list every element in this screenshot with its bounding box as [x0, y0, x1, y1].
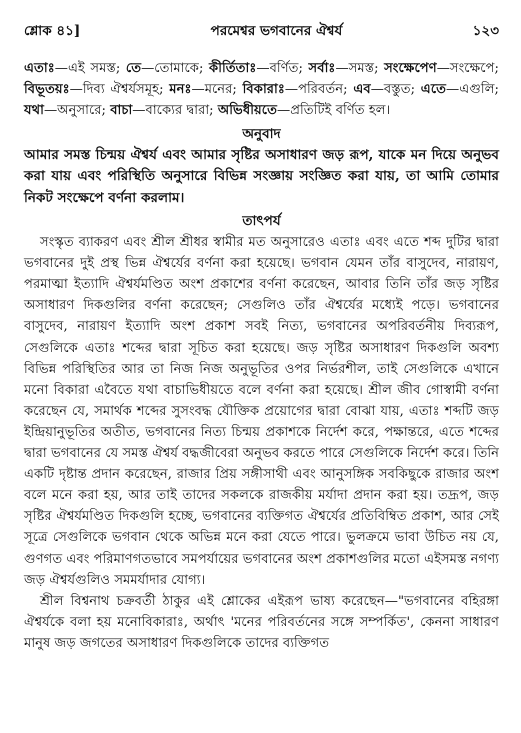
glossary-word: কীর্তিতাঃ [208, 61, 257, 76]
purport-paragraph: শ্রীল বিশ্বনাথ চক্রবর্তী ঠাকুর এই শ্লোকের এইরূপ ভাষ্য করেছেন—"ভগবানের বহিরঙ্গা ঐশ্বর্যকে বলা হয় মনোবিকারাঃ, অর্থাৎ 'মনের পরিবর্তনের সঙ্গে সম্পর্কিত', কেননা সাধারণ মানুষ জড় জগতের অসাধারণ দিকগুলিকে তাদের ব্যক্তিগত [24, 593, 499, 651]
page-number: ১২৩ [472, 23, 499, 39]
verse-reference: শ্লোক ৪১] [24, 23, 81, 39]
glossary-word: এতাঃ [24, 61, 55, 76]
glossary-word: বিকারাঃ [242, 82, 285, 98]
chapter-title: পরমেশ্বর ভগবানের ঐশ্বর্য [210, 23, 343, 39]
glossary-word: সর্বাঃ [308, 61, 336, 76]
glossary-word: যথা [24, 103, 44, 119]
glossary-meaning: দিব্য ঐশ্বর্যসমূহ; [82, 82, 164, 98]
glossary-meaning: বাক্যের দ্বারা; [145, 103, 214, 119]
glossary-word: মনঃ [169, 82, 192, 98]
glossary-meaning: এই সমস্ত; [67, 61, 121, 76]
glossary-word: তে [125, 61, 142, 76]
glossary-meaning: সমস্ত; [348, 61, 379, 76]
purport-paragraph: সংস্কৃত ব্যাকরণ এবং শ্রীল শ্রীধর স্বামীর মত অনুসারেও এতাঃ এবং এতে শব্দ দুটির দ্বারা ভগবানের দুই প্রস্থ ভিন্ন ঐশ্বর্যের বর্ণনা করা হয়েছে। ভগবান যেমন তাঁর বাসুদেব, নারায়ণ, পরমাত্মা ইত্যাদি ঐশ্বর্যমণ্ডিত অংশ প্রকাশের বর্ণনা করেছেন, আবার তিনি তাঁর জড় সৃষ্টির অসাধারণ দিকগুলির বর্ণনা করেছেন; সেগুলিও তাঁর ঐশ্বর্যের মধ্যেই পড়ে। ভগবানের বাসুদেব, নারায়ণ ইত্যাদি অংশ প্রকাশ সবই নিত্য, ভগবানের অপরিবর্তনীয় দিব্যরূপ, সেগুলিকে এতাঃ শব্দের দ্বারা সূচিত করা হয়েছে। জড় সৃষ্টির অসাধারণ দিকগুলি অবশ্য বিভিন্ন পরিস্থিতির আর তা নিজ নিজ অনুভূতির ওপর নির্ভরশীল, তাই সেগুলিকে এখানে মনো বিকারা এবৈতে যথা বাচাভিধীয়তে বলে বর্ণনা করা হয়েছে। শ্রীল জীব গোস্বামী বর্ণনা করেছেন যে, সমার্থক শব্দের সুসংবদ্ধ যৌক্তিক প্রয়োগের দ্বারা বোঝা যায়, এতাঃ শব্দটি জড় ইন্দ্রিয়ানুভূতির অতীত, ভগবানের নিত্য চিন্ময় প্রকাশকে নির্দেশ করে, পক্ষান্তরে, এতে শব্দের দ্বারা ভগবানের যে সমস্ত ঐশ্বর্য বদ্ধজীবেরা অনুভব করতে পারে সেগুলিকে নির্দেশ করে। তিনি একটি দৃষ্টান্ত প্রদান করেছেন, রাজার প্রিয় সঙ্গীসাথী এবং আনুসঙ্গিক সবকিছুকে রাজার অংশ বলে মনে করা হয়, আর তাই তাদের সকলকে রাজকীয় মর্যাদা প্রদান করা হয়। তদ্রূপ, জড় সৃষ্টির ঐশ্বর্যমণ্ডিত দিকগুলি হচ্ছে, ভগবানের ব্যক্তিগত ঐশ্বর্যের প্রতিবিম্বিত প্রকাশ, আর সেই সূত্রে সেগুলিকে ভগবান থেকে অভিন্ন মনে করা যেতে পারে। ভুলক্রমে ভাবা উচিত নয় যে, গুণগত এবং পরিমাণগতভাবে সমপর্যায়ের ভগবানের অংশ প্রকাশগুলির মতো এইসমস্ত নগণ্য জড় ঐশ্বর্যগুলিও সমমর্যাদার যোগ্য। [24, 235, 499, 588]
glossary-meaning: তোমাকে; [154, 61, 204, 76]
running-header [24, 0, 499, 42]
translation-text: আমার সমস্ত চিন্ময় ঐশ্বর্য এবং আমার সৃষ্টির অসাধারণ জড় রূপ, যাকে মন দিয়ে অনুভব করা যায় এবং পরিস্থিতি অনুসারে বিভিন্ন সংজ্ঞায় সংজ্ঞিত করা যায়, তা আমি তোমার নিকট সংক্ষেপে বর্ণনা করলাম। [24, 146, 499, 206]
glossary-meaning: বস্তুত; [383, 82, 416, 98]
glossary-word: অভিধীয়তে [217, 103, 277, 119]
glossary-meaning: এগুলি; [459, 82, 499, 98]
glossary-meaning: সংক্ষেপে; [449, 61, 499, 76]
glossary-word: বিভূতয়ঃ [24, 82, 70, 98]
glossary-word: এব [353, 82, 371, 98]
translation-heading: অনুবাদ [242, 125, 281, 142]
glossary-word: এতে [420, 82, 447, 98]
glossary-meaning: প্রতিটিই বর্ণিত হল। [290, 103, 391, 119]
glossary-meaning: বর্ণিত; [269, 61, 304, 76]
glossary-word: সংক্ষেপেণ [384, 61, 437, 76]
glossary-word: বাচা [110, 103, 133, 119]
glossary-meaning: মনের; [204, 82, 237, 98]
word-meanings: এতাঃ—এই সমস্ত; তে—তোমাকে; কীর্তিতাঃ—বর্ণিত; সর্বাঃ—সমস্ত; সংক্ষেপেণ—সংক্ষেপে; বিভূতয়ঃ—দিব্য ঐশ্বর্যসমূহ; মনঃ—মনের; বিকারাঃ—পরিবর্তন; এব—বস্তুত; এতে—এগুলি; যথা—অনুসারে; বাচা—বাক্যের দ্বারা; অভিধীয়তে—প্রতিটিই বর্ণিত হল। [24, 61, 499, 119]
glossary-meaning: অনুসারে; [57, 103, 106, 119]
purport-heading: তাৎপর্য [242, 213, 281, 230]
glossary-meaning: পরিবর্তন; [298, 82, 348, 98]
